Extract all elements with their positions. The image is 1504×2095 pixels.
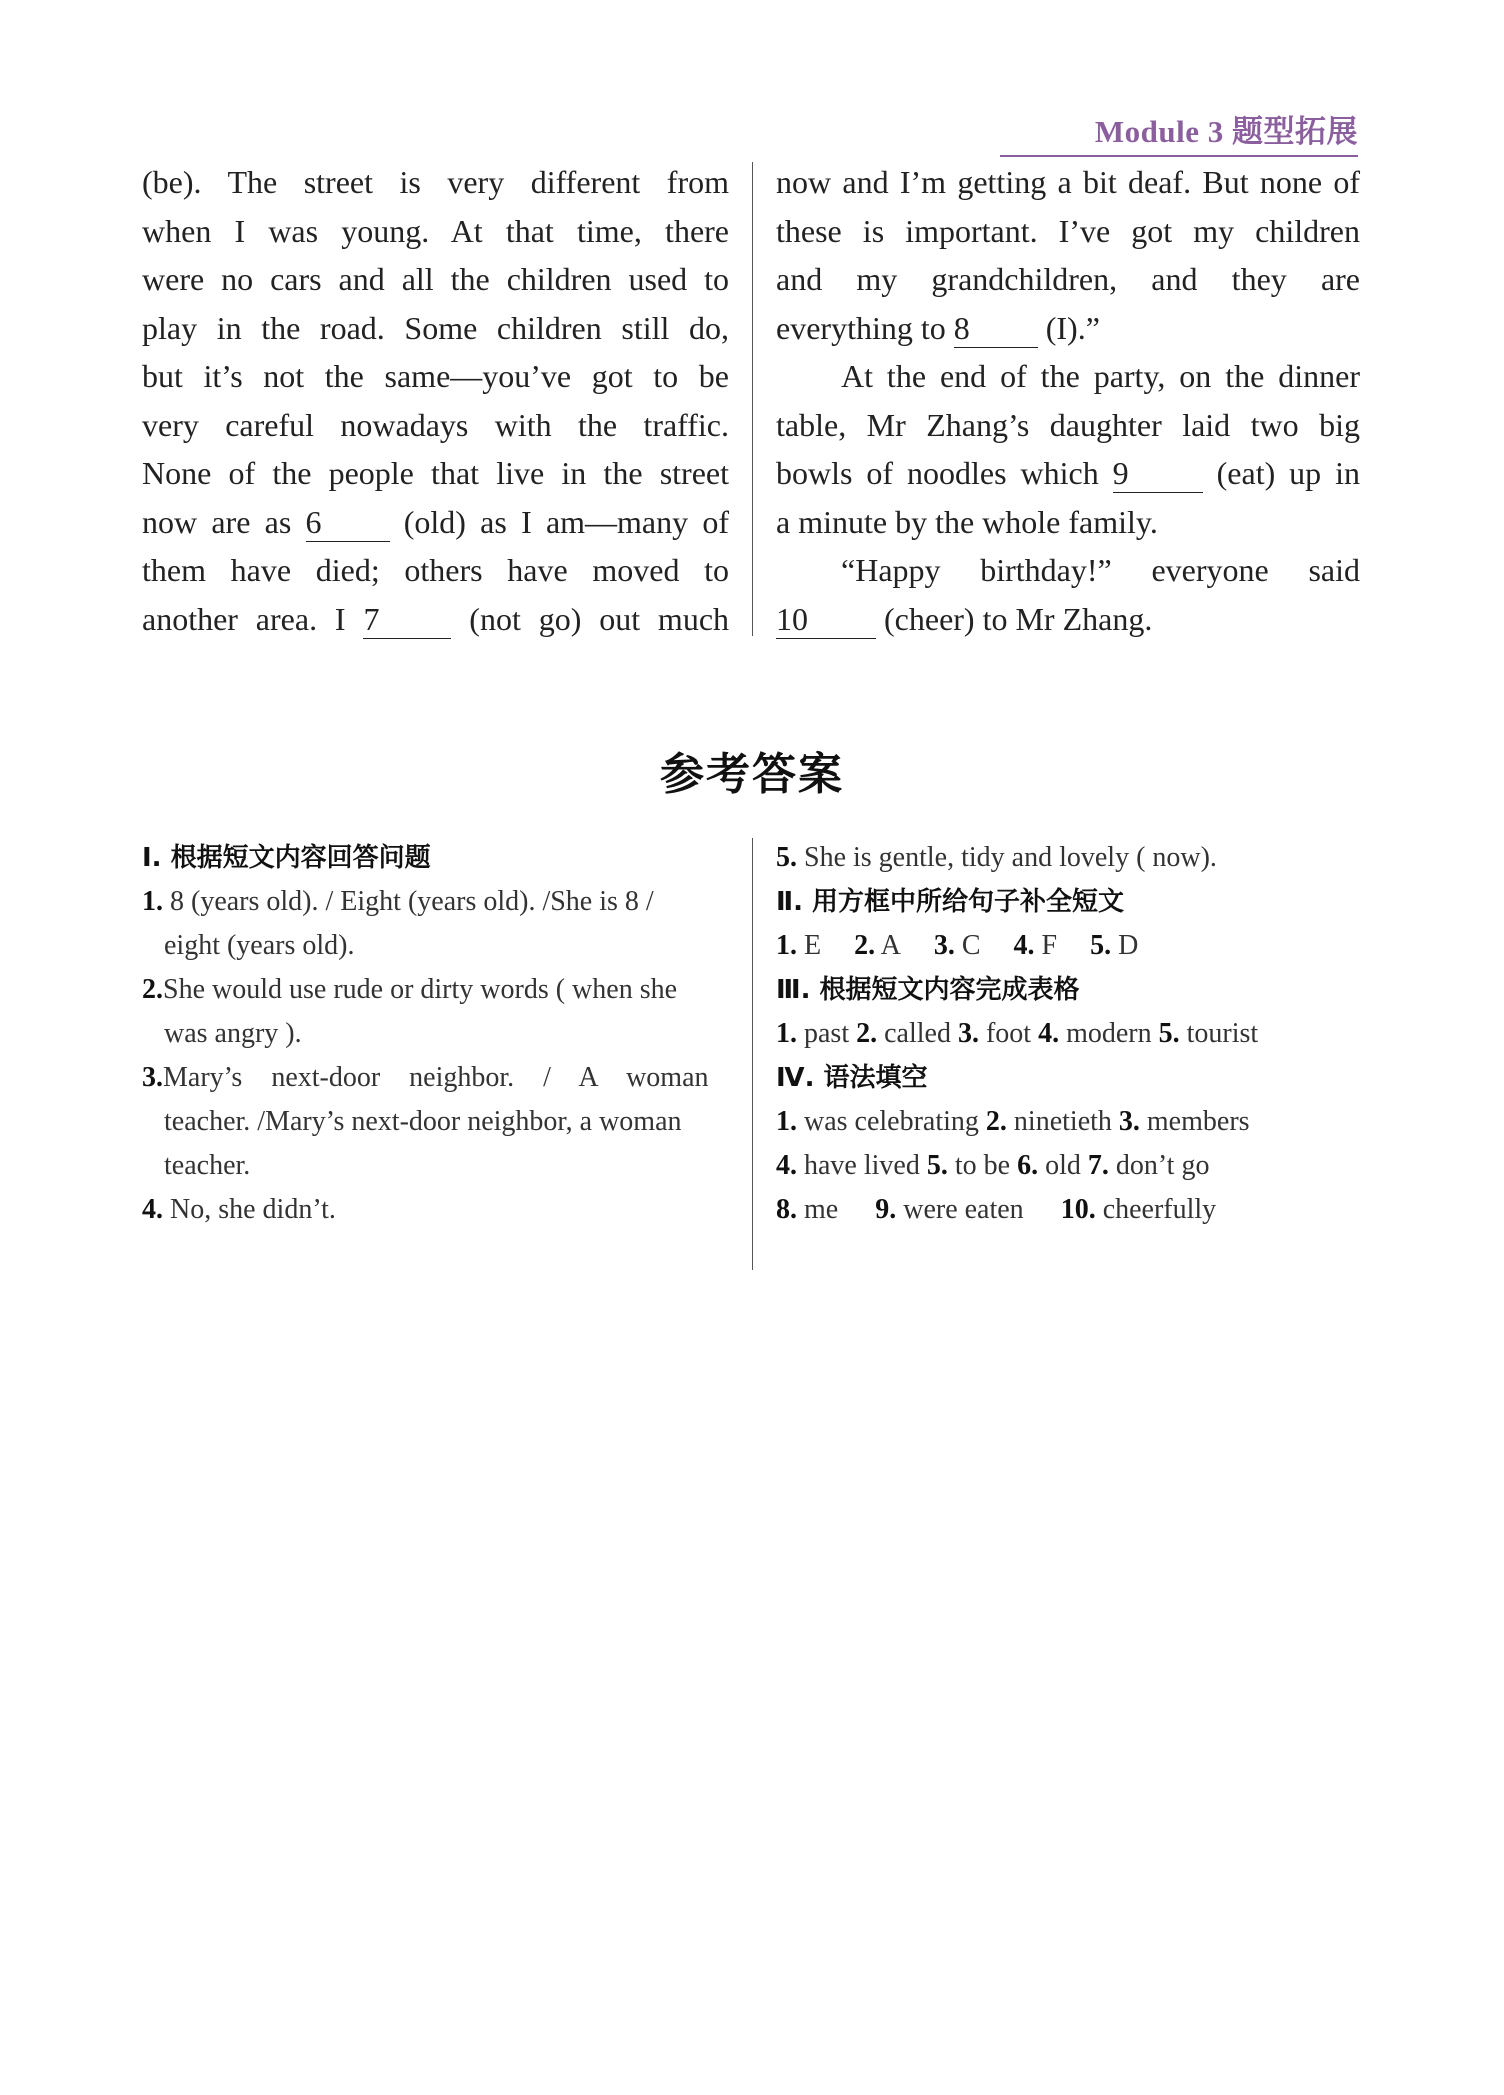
answer-pair: [927, 1150, 1010, 1181]
text-segment: bowls of noodles which: [776, 455, 1099, 491]
answer-number: 4.: [1013, 930, 1035, 961]
passage-line: [142, 498, 729, 547]
answer-value: cheerfully: [1102, 1194, 1217, 1225]
passage-line: a minute by the whole family.: [776, 503, 1158, 540]
answer-text: teacher.: [164, 1150, 251, 1181]
text-segment: (cheer) to Mr Zhang.: [884, 600, 1153, 637]
answer-pair: [1061, 1194, 1217, 1225]
answer-pair: [1038, 1018, 1152, 1049]
section-heading-2: Ⅱ. 用方框中所给句子补全短文: [776, 887, 1125, 917]
answer-item: [142, 880, 728, 968]
answer-number: 8.: [776, 1194, 797, 1225]
section-heading-1: Ⅰ. 根据短文内容回答问题: [142, 843, 431, 873]
answer-value: foot: [985, 1018, 1032, 1049]
answer-number: 2.: [854, 930, 876, 961]
page-header: [1000, 106, 1358, 157]
answer-value: E: [804, 930, 822, 961]
passage-line: were no cars and all the children used to: [142, 261, 729, 297]
answer-pair: [1017, 1150, 1081, 1181]
answer-value: modern: [1066, 1018, 1152, 1049]
passage-line: “Happy birthday!” everyone said: [841, 552, 1360, 588]
answer-number: 2.: [985, 1106, 1007, 1137]
answer-value: have lived: [804, 1150, 920, 1181]
blank-9: 9: [1113, 454, 1203, 493]
answer-item: [776, 836, 1360, 880]
answer-row: [776, 924, 1360, 968]
text-segment: (not go) out much: [469, 600, 730, 637]
answer-pair: [856, 1018, 951, 1049]
answer-number: 5.: [1090, 930, 1112, 961]
answer-number: 3.: [1118, 1106, 1140, 1137]
answer-number: 5.: [926, 1150, 948, 1181]
answers-left-column: [142, 836, 728, 1232]
answer-number: 1.: [776, 1018, 797, 1049]
answer-number: 10.: [1060, 1194, 1096, 1225]
text-segment: (eat) up in: [1216, 455, 1361, 491]
answers-right-column: [776, 836, 1360, 1232]
answer-number: 4.: [776, 1150, 797, 1181]
answer-value: past: [804, 1018, 850, 1049]
passage-left-column: [142, 158, 729, 643]
passage-line: but it’s not the same—you’ve got to be: [142, 358, 729, 394]
answer-pair: [1014, 930, 1058, 961]
answer-row: [776, 1144, 1360, 1188]
answer-value: A: [880, 930, 901, 961]
answer-pair: [854, 930, 901, 961]
blank-7: 7: [363, 600, 451, 639]
answer-value: called: [884, 1018, 951, 1049]
answer-value: ninetieth: [1013, 1106, 1112, 1137]
answer-text: eight (years old).: [164, 930, 355, 961]
passage-line: [142, 595, 729, 644]
passage-line: None of the people that live in the street: [142, 455, 729, 491]
answer-text: She would use rude or dirty words ( when she: [163, 974, 678, 1005]
header-rule: [1000, 155, 1358, 157]
answer-value: old: [1045, 1150, 1081, 1181]
answers-column-divider: [752, 838, 753, 1270]
answer-value: don’t go: [1115, 1150, 1210, 1181]
passage-column-divider: [752, 162, 753, 636]
section-heading-4: Ⅳ. 语法填空: [776, 1063, 928, 1093]
answer-row: [776, 1100, 1360, 1144]
answer-number: 6.: [1017, 1150, 1039, 1181]
answer-pair: [776, 1018, 849, 1049]
answer-text: Mary’s next-door neighbor. / A woman: [163, 1062, 709, 1093]
blank-8: 8: [954, 309, 1038, 348]
answer-number: 2.: [856, 1018, 878, 1049]
text-segment: now are as: [142, 503, 292, 540]
answer-number: 3.: [933, 930, 955, 961]
passage-line: and my grandchildren, and they are: [776, 261, 1360, 297]
passage-line: table, Mr Zhang’s daughter laid two big: [776, 406, 1360, 443]
passage-line: now and I’m getting a bit deaf. But none of: [776, 164, 1360, 200]
answer-pair: [875, 1194, 1023, 1225]
answer-text: She is gentle, tidy and lovely ( now).: [804, 842, 1217, 873]
answer-value: to be: [954, 1150, 1011, 1181]
answer-number: 1.: [776, 1106, 797, 1137]
answer-pair: [958, 1018, 1031, 1049]
answer-pair: [776, 1106, 979, 1137]
answer-number: 5.: [1158, 1018, 1180, 1049]
section-heading-3: Ⅲ. 根据短文内容完成表格: [776, 975, 1080, 1005]
passage-line: [776, 595, 1360, 644]
passage-line: these is important. I’ve got my children: [776, 212, 1360, 249]
answer-value: were eaten: [903, 1194, 1024, 1225]
answer-text: teacher. /Mary’s next-door neighbor, a woman: [164, 1106, 682, 1137]
answer-number: 7.: [1087, 1150, 1109, 1181]
answer-pair: [776, 1150, 920, 1181]
passage-line: play in the road. Some children still do,: [142, 309, 729, 346]
answer-value: members: [1146, 1106, 1250, 1137]
answer-text: was angry ).: [164, 1018, 302, 1049]
answer-number: 4.: [142, 1194, 163, 1225]
answer-value: was celebrating: [804, 1106, 979, 1137]
answer-number: 5.: [776, 842, 797, 873]
answer-number: 1.: [776, 930, 797, 961]
answer-text: 8 (years old). / Eight (years old). /She is 8 /: [170, 886, 654, 917]
passage-line: (be). The street is very different from: [142, 164, 729, 200]
answer-pair: [1090, 930, 1138, 961]
answer-item: [142, 1188, 728, 1232]
answer-pair: [1119, 1106, 1250, 1137]
answer-number: 2.: [142, 974, 163, 1005]
answer-item: [142, 968, 728, 1056]
blank-6: 6: [306, 503, 390, 542]
passage-line: [776, 449, 1360, 498]
answer-pair: [986, 1106, 1112, 1137]
module-title: Module 3 题型拓展: [1094, 114, 1358, 149]
answer-pair: [934, 930, 981, 961]
answer-number: 3.: [957, 1018, 979, 1049]
answers-title: 参考答案: [660, 749, 844, 800]
answer-value: C: [961, 930, 981, 961]
answer-number: 4.: [1038, 1018, 1060, 1049]
answer-pair: [776, 1194, 838, 1225]
answer-text: No, she didn’t.: [170, 1194, 336, 1225]
passage-line: [776, 304, 1360, 353]
answer-value: D: [1118, 930, 1139, 961]
text-segment: (old) as I am—many of: [403, 503, 730, 540]
passage-line: very careful nowadays with the traffic.: [142, 406, 729, 443]
answer-item: [142, 1056, 728, 1188]
text-segment: everything to: [776, 309, 946, 346]
answer-value: me: [804, 1194, 839, 1225]
answer-pair: [1159, 1018, 1259, 1049]
passage-line: when I was young. At that time, there: [142, 212, 729, 249]
passage-line: them have died; others have moved to: [142, 552, 729, 588]
answer-row: [776, 1012, 1360, 1056]
passage-right-column: [776, 158, 1360, 643]
text-segment: (I).”: [1045, 309, 1100, 346]
passage-line: At the end of the party, on the dinner: [841, 358, 1360, 394]
answer-value: tourist: [1186, 1018, 1259, 1049]
answer-value: F: [1041, 930, 1058, 961]
answer-row: [776, 1188, 1360, 1232]
answer-number: 1.: [142, 886, 163, 917]
answer-number: 3.: [142, 1062, 163, 1093]
answer-number: 9.: [875, 1194, 897, 1225]
text-segment: another area. I: [142, 600, 346, 637]
answer-pair: [1088, 1150, 1210, 1181]
answer-pair: [776, 930, 821, 961]
blank-10: 10: [776, 600, 876, 639]
